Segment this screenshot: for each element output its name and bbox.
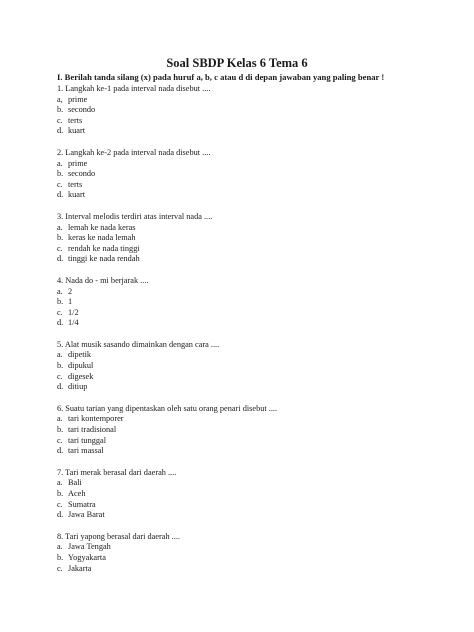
option-text: secondo	[68, 169, 96, 179]
question-item	[57, 276, 437, 329]
question-item	[57, 404, 437, 457]
option-letter: a.	[57, 350, 63, 360]
question-item	[57, 212, 437, 265]
question-item	[57, 148, 437, 201]
option-text: keras ke nada lemah	[68, 233, 136, 243]
option-text: tari tradisional	[68, 425, 117, 435]
question-text: 1. Langkah ke-1 pada interval nada disebut ....	[57, 84, 211, 93]
question-item	[57, 532, 437, 574]
option-text: Yogyakarta	[68, 552, 106, 562]
option-letter: c.	[57, 115, 63, 125]
answer-option	[57, 126, 437, 137]
answer-option	[57, 159, 437, 170]
option-letter: c.	[57, 307, 63, 317]
question-text: 7. Tari merak berasal dari daerah ....	[57, 467, 177, 477]
option-text: 1/4	[68, 318, 79, 328]
option-text: Jawa Tengah	[68, 542, 111, 552]
option-text: Bali	[68, 478, 82, 488]
option-letter: a.	[57, 478, 63, 488]
option-text: Jakarta	[68, 563, 92, 573]
answer-option	[57, 564, 437, 575]
option-text: dipetik	[68, 350, 92, 360]
option-letter: b.	[57, 297, 64, 307]
answer-option	[57, 489, 437, 500]
option-text: Jawa Barat	[68, 510, 105, 520]
answer-option	[57, 95, 437, 106]
answer-option	[57, 414, 437, 425]
option-text: tari massal	[68, 446, 104, 456]
option-text: 1/2	[68, 307, 79, 317]
option-text: Aceh	[68, 489, 86, 498]
option-text: kuart	[68, 126, 86, 136]
document-title: Soal SBDP Kelas 6 Tema 6	[166, 56, 308, 70]
option-text: lemah ke nada keras	[68, 222, 136, 232]
option-text: Sumatra	[68, 499, 96, 509]
answer-option	[57, 553, 437, 564]
answer-option	[57, 169, 437, 180]
option-text: tari kontemporer	[68, 414, 124, 424]
question-list	[57, 84, 437, 585]
option-letter: b.	[57, 361, 64, 371]
answer-option	[57, 116, 437, 127]
option-letter: a.	[57, 158, 63, 168]
option-letter: b.	[57, 169, 64, 179]
option-letter: b.	[57, 552, 64, 562]
option-text: 2	[68, 286, 73, 296]
answer-option	[57, 223, 437, 234]
option-letter: d.	[57, 254, 64, 264]
option-text: 1	[68, 297, 73, 307]
option-letter: a,	[57, 94, 63, 104]
option-text: ditiup	[68, 382, 88, 392]
option-letter: c.	[57, 435, 63, 445]
answer-option	[57, 542, 437, 553]
question-item	[57, 84, 437, 137]
option-letter: a.	[57, 414, 63, 424]
answer-option	[57, 308, 437, 319]
question-text: 2. Langkah ke-2 pada interval nada disebut ....	[57, 147, 211, 157]
option-letter: c.	[57, 563, 63, 573]
option-text: prime	[68, 158, 88, 168]
option-letter: d.	[57, 126, 64, 136]
option-letter: d.	[57, 382, 64, 392]
option-text: secondo	[68, 105, 96, 115]
option-letter: a.	[57, 222, 63, 232]
answer-option	[57, 105, 437, 116]
answer-option	[57, 500, 437, 511]
answer-option	[57, 372, 437, 383]
answer-option	[57, 180, 437, 191]
option-letter: a.	[57, 286, 63, 296]
option-letter: d.	[57, 446, 64, 456]
option-letter: c.	[57, 179, 63, 189]
option-letter: c.	[57, 243, 63, 253]
answer-option	[57, 436, 437, 447]
question-text: 8. Tari yapong berasal dari daerah ....	[57, 531, 180, 541]
option-letter: a.	[57, 542, 63, 552]
option-text: tari tunggal	[68, 435, 107, 445]
option-letter: d.	[57, 510, 64, 520]
option-letter: c.	[57, 499, 63, 509]
answer-option	[57, 425, 437, 436]
option-text: prime	[68, 94, 88, 104]
option-letter: b.	[57, 425, 64, 435]
option-letter: d.	[57, 318, 64, 328]
option-text: digesek	[68, 371, 94, 381]
option-letter: c.	[57, 371, 63, 381]
option-text: tinggi ke nada rendah	[68, 254, 140, 264]
option-text: terts	[68, 179, 83, 189]
option-letter: b.	[57, 233, 64, 243]
option-letter: b.	[57, 489, 64, 498]
answer-option	[57, 287, 437, 298]
question-text: 6. Suatu tarian yang dipentaskan oleh satu orang penari disebut ....	[57, 403, 278, 413]
question-text: 3. Interval melodis terdiri atas interval nada ....	[57, 211, 213, 221]
answer-option	[57, 478, 437, 489]
question-text: 4. Nada do - mi berjarak ....	[57, 275, 149, 285]
answer-option	[57, 446, 437, 457]
answer-option	[57, 244, 437, 255]
answer-option	[57, 318, 437, 329]
answer-option	[57, 233, 437, 244]
option-letter: d.	[57, 190, 64, 200]
answer-option	[57, 350, 437, 361]
question-item	[57, 340, 437, 393]
answer-option	[57, 297, 437, 308]
section-instruction: I. Berilah tanda silang (x) pada huruf a, b, c atau d di depan jawaban yang paling benar !	[57, 72, 385, 82]
option-text: kuart	[68, 190, 86, 200]
answer-option	[57, 510, 437, 521]
answer-option	[57, 190, 437, 201]
option-text: dipukul	[68, 361, 94, 371]
question-text: 5. Alat musik sasando dimainkan dengan cara ....	[57, 339, 220, 349]
question-item	[57, 468, 437, 521]
answer-option	[57, 361, 437, 372]
option-text: rendah ke nada tinggi	[68, 243, 140, 253]
option-letter: b.	[57, 105, 64, 115]
option-text: terts	[68, 115, 83, 125]
answer-option	[57, 382, 437, 393]
answer-option	[57, 254, 437, 265]
